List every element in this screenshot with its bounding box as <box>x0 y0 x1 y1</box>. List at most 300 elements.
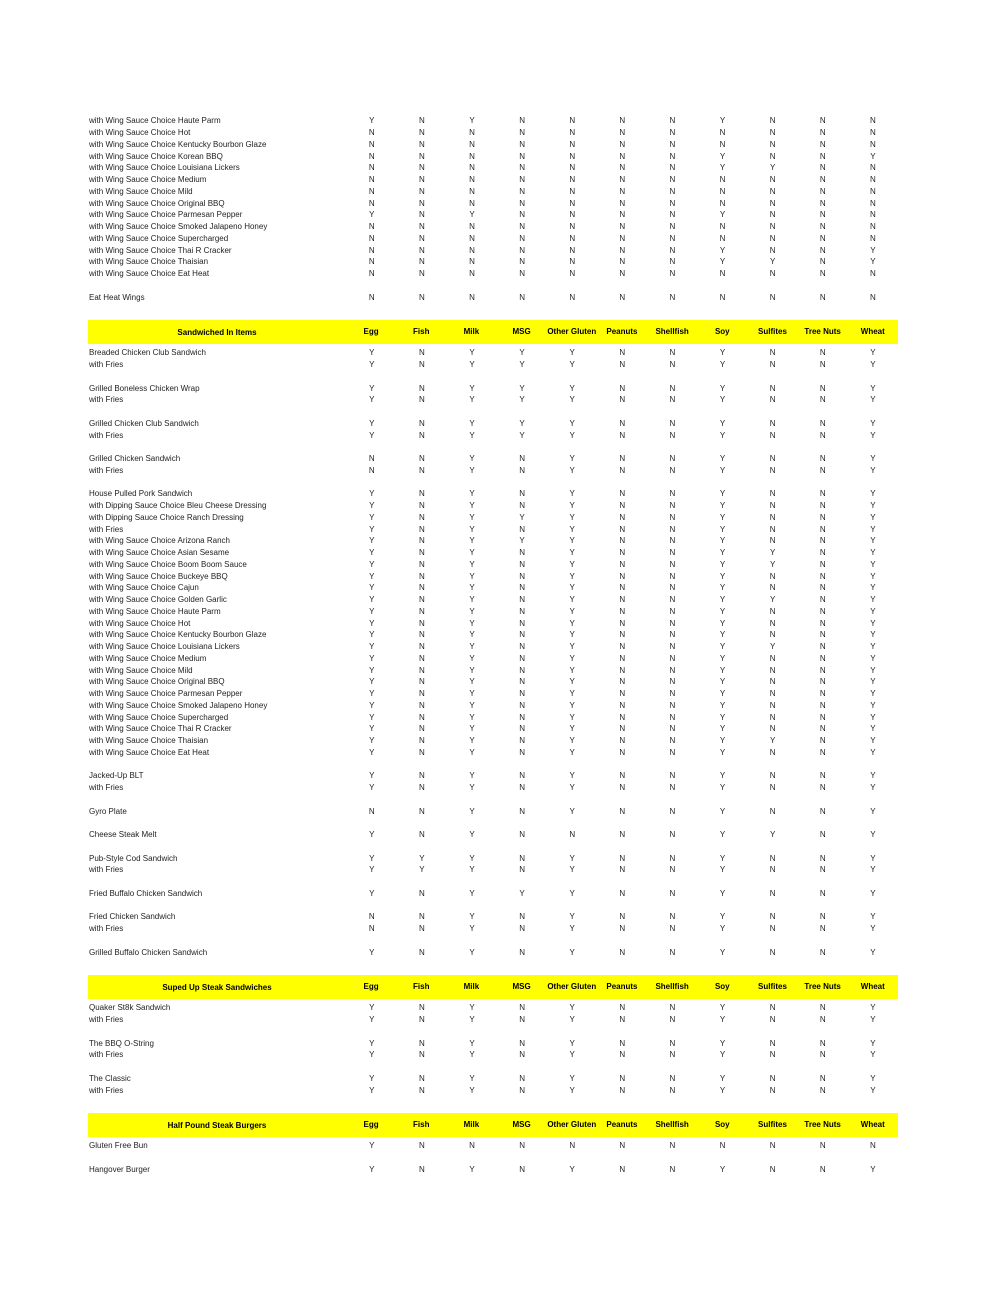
allergen-cell: N <box>669 292 676 302</box>
allergen-cell: Y <box>419 865 425 875</box>
allergen-cell: N <box>519 163 525 173</box>
allergen-cell: N <box>519 210 525 220</box>
table-row <box>88 186 898 198</box>
column-header: Wheat <box>860 327 885 337</box>
allergen-cell: Y <box>569 677 575 687</box>
allergen-cell: N <box>418 924 425 934</box>
allergen-cell: N <box>368 175 375 185</box>
allergen-cell: Y <box>719 1003 726 1013</box>
allergen-cell: Y <box>870 712 876 722</box>
allergen-cell: N <box>669 771 676 781</box>
column-header: Tree Nuts <box>804 982 841 992</box>
allergen-cell: Y <box>870 360 876 370</box>
allergen-cell: Y <box>369 383 375 393</box>
allergen-cell: N <box>669 1164 676 1174</box>
allergen-cell: N <box>819 536 826 546</box>
allergen-cell: N <box>569 245 576 255</box>
row-label: with Fries <box>89 1085 124 1095</box>
allergen-cell: N <box>819 1164 826 1174</box>
column-header: Shellfish <box>655 982 689 992</box>
allergen-cell: N <box>418 175 425 185</box>
allergen-cell: N <box>819 712 826 722</box>
allergen-cell: N <box>519 736 525 746</box>
allergen-cell: N <box>719 1141 726 1151</box>
allergen-cell: N <box>469 1141 475 1151</box>
table-row <box>88 465 898 477</box>
allergen-cell: Y <box>369 606 375 616</box>
allergen-cell: N <box>819 653 826 663</box>
table-row <box>88 268 898 280</box>
allergen-cell: Y <box>469 559 475 569</box>
allergen-cell: Y <box>569 489 575 499</box>
allergen-cell: N <box>669 912 676 922</box>
allergen-cell: Y <box>719 853 726 863</box>
allergen-cell: N <box>669 689 676 699</box>
table-row <box>88 653 898 665</box>
allergen-cell: N <box>418 151 425 161</box>
allergen-cell: N <box>619 128 626 138</box>
spacer-row <box>88 841 898 853</box>
table-row <box>88 291 898 303</box>
allergen-cell: Y <box>369 630 375 640</box>
allergen-cell: Y <box>569 736 575 746</box>
allergen-cell: N <box>819 454 826 464</box>
allergen-cell: N <box>418 548 425 558</box>
allergen-sheet <box>88 115 898 1175</box>
allergen-cell: Y <box>369 689 375 699</box>
allergen-cell: N <box>819 1015 826 1025</box>
row-label: with Wing Sauce Choice Asian Sesame <box>89 548 230 558</box>
spacer-row <box>88 371 898 383</box>
row-label: with Wing Sauce Choice Haute Parm <box>89 606 221 616</box>
allergen-cell: N <box>769 1015 776 1025</box>
allergen-cell: N <box>569 198 576 208</box>
allergen-cell: N <box>368 454 375 464</box>
allergen-cell: Y <box>569 418 575 428</box>
allergen-cell: N <box>569 1141 576 1151</box>
row-label: The Classic <box>89 1073 131 1083</box>
row-label: Jacked-Up BLT <box>89 771 144 781</box>
allergen-cell: Y <box>369 830 375 840</box>
allergen-cell: N <box>418 395 425 405</box>
allergen-cell: Y <box>870 257 876 267</box>
allergen-cell: N <box>418 783 425 793</box>
allergen-cell: N <box>869 210 876 220</box>
allergen-cell: Y <box>870 630 876 640</box>
allergen-cell: N <box>819 830 826 840</box>
allergen-cell: N <box>769 947 776 957</box>
allergen-cell: Y <box>870 454 876 464</box>
allergen-cell: Y <box>369 1164 375 1174</box>
allergen-cell: N <box>519 912 525 922</box>
allergen-cell: N <box>819 548 826 558</box>
row-label: Quaker St8k Sandwich <box>89 1003 171 1013</box>
row-label: Fried Buffalo Chicken Sandwich <box>89 888 203 898</box>
allergen-cell: N <box>819 360 826 370</box>
row-label: Pub-Style Cod Sandwich <box>89 853 178 863</box>
table-row <box>88 559 898 571</box>
allergen-cell: N <box>368 257 375 267</box>
allergen-cell: N <box>819 642 826 652</box>
allergen-cell: Y <box>719 865 726 875</box>
allergen-cell: Y <box>719 830 726 840</box>
row-label: Eat Heat Wings <box>89 292 145 302</box>
allergen-cell: Y <box>719 700 726 710</box>
allergen-cell: N <box>569 116 576 126</box>
allergen-cell: N <box>469 163 475 173</box>
allergen-cell: N <box>819 418 826 428</box>
allergen-cell: N <box>819 783 826 793</box>
allergen-cell: Y <box>870 1164 876 1174</box>
section <box>88 1113 898 1175</box>
allergen-cell: N <box>619 524 626 534</box>
allergen-cell: N <box>519 465 525 475</box>
table-row <box>88 347 898 359</box>
allergen-cell: N <box>669 548 676 558</box>
allergen-cell: Y <box>469 395 475 405</box>
row-label: with Wing Sauce Choice Louisiana Lickers <box>89 642 240 652</box>
allergen-cell: N <box>619 595 626 605</box>
allergen-cell: N <box>669 269 676 279</box>
row-label: with Dipping Sauce Choice Bleu Cheese Dressing <box>89 501 267 511</box>
allergen-cell: N <box>619 1164 626 1174</box>
allergen-cell: N <box>869 139 876 149</box>
allergen-cell: N <box>819 348 826 358</box>
allergen-cell: N <box>769 618 776 628</box>
column-header: Milk <box>463 327 480 337</box>
allergen-cell: Y <box>870 677 876 687</box>
allergen-cell: Y <box>719 571 726 581</box>
allergen-cell: N <box>519 1003 525 1013</box>
table-row <box>88 864 898 876</box>
allergen-cell: N <box>669 783 676 793</box>
allergen-cell: N <box>769 853 776 863</box>
allergen-cell: N <box>418 186 425 196</box>
allergen-cell: Y <box>719 806 726 816</box>
allergen-cell: N <box>819 198 826 208</box>
allergen-cell: Y <box>369 360 375 370</box>
allergen-cell: N <box>519 618 525 628</box>
table-row <box>88 139 898 151</box>
allergen-cell: N <box>669 606 676 616</box>
allergen-cell: N <box>569 186 576 196</box>
allergen-cell: N <box>769 1085 776 1095</box>
allergen-cell: N <box>519 747 525 757</box>
allergen-cell: N <box>418 888 425 898</box>
allergen-cell: N <box>819 1073 826 1083</box>
row-label: with Wing Sauce Choice Medium <box>89 653 207 663</box>
allergen-cell: N <box>669 186 676 196</box>
allergen-cell: N <box>619 1015 626 1025</box>
allergen-cell: Y <box>469 595 475 605</box>
allergen-cell: N <box>669 1141 676 1151</box>
allergen-cell: N <box>669 618 676 628</box>
allergen-cell: N <box>418 465 425 475</box>
allergen-cell: Y <box>469 606 475 616</box>
allergen-cell: N <box>869 222 876 232</box>
allergen-cell: N <box>669 665 676 675</box>
allergen-cell: N <box>719 292 726 302</box>
allergen-cell: Y <box>719 689 726 699</box>
allergen-cell: N <box>869 1141 876 1151</box>
allergen-cell: Y <box>569 724 575 734</box>
allergen-cell: Y <box>469 689 475 699</box>
allergen-cell: Y <box>369 947 375 957</box>
table-row <box>88 244 898 256</box>
allergen-cell: Y <box>369 418 375 428</box>
allergen-cell: N <box>719 175 726 185</box>
row-label: Gluten Free Bun <box>89 1141 148 1151</box>
column-header: Soy <box>714 1120 730 1130</box>
allergen-cell: Y <box>569 360 575 370</box>
allergen-cell: Y <box>369 548 375 558</box>
allergen-cell: N <box>769 912 776 922</box>
allergen-cell: Y <box>870 1003 876 1013</box>
allergen-cell: N <box>418 536 425 546</box>
allergen-cell: N <box>619 630 626 640</box>
allergen-cell: N <box>619 606 626 616</box>
table-row <box>88 700 898 712</box>
allergen-cell: Y <box>719 536 726 546</box>
allergen-cell: Y <box>469 548 475 558</box>
allergen-cell: N <box>769 865 776 875</box>
allergen-cell: Y <box>419 853 425 863</box>
allergen-cell: Y <box>769 257 776 267</box>
allergen-cell: Y <box>870 747 876 757</box>
allergen-cell: Y <box>870 806 876 816</box>
row-label: with Fries <box>89 465 124 475</box>
allergen-cell: Y <box>469 1050 475 1060</box>
allergen-cell: Y <box>569 888 575 898</box>
allergen-cell: Y <box>369 430 375 440</box>
allergen-cell: Y <box>870 618 876 628</box>
allergen-cell: N <box>569 210 576 220</box>
spacer-row <box>88 406 898 418</box>
allergen-cell: N <box>669 712 676 722</box>
allergen-cell: N <box>819 465 826 475</box>
allergen-cell: N <box>669 1073 676 1083</box>
allergen-cell: N <box>418 257 425 267</box>
allergen-cell: N <box>669 747 676 757</box>
allergen-cell: Y <box>719 630 726 640</box>
column-header: Soy <box>714 982 730 992</box>
spacer-row <box>88 441 898 453</box>
allergen-cell: N <box>819 257 826 267</box>
allergen-cell: N <box>519 712 525 722</box>
allergen-cell: Y <box>719 595 726 605</box>
allergen-cell: N <box>619 1050 626 1060</box>
allergen-cell: Y <box>769 595 776 605</box>
allergen-cell: Y <box>769 548 776 558</box>
allergen-cell: N <box>619 186 626 196</box>
row-label: with Wing Sauce Choice Eat Heat <box>89 269 210 279</box>
allergen-cell: Y <box>469 618 475 628</box>
allergen-cell: N <box>368 292 375 302</box>
allergen-cell: Y <box>870 571 876 581</box>
allergen-cell: Y <box>769 736 776 746</box>
table-row <box>88 1084 898 1096</box>
row-label: with Wing Sauce Choice Medium <box>89 175 207 185</box>
allergen-cell: N <box>519 583 525 593</box>
allergen-cell: N <box>569 233 576 243</box>
allergen-cell: Y <box>569 712 575 722</box>
allergen-cell: Y <box>870 924 876 934</box>
allergen-cell: Y <box>469 430 475 440</box>
allergen-cell: N <box>669 1038 676 1048</box>
allergen-cell: N <box>418 383 425 393</box>
allergen-cell: N <box>769 501 776 511</box>
allergen-cell: Y <box>719 360 726 370</box>
row-label: with Wing Sauce Choice Golden Garlic <box>89 595 227 605</box>
allergen-cell: Y <box>719 418 726 428</box>
allergen-cell: N <box>819 1038 826 1048</box>
spacer-row <box>88 1152 898 1164</box>
allergen-cell: N <box>368 806 375 816</box>
allergen-cell: N <box>418 292 425 302</box>
column-header: Other Gluten <box>547 327 597 337</box>
allergen-cell: Y <box>870 689 876 699</box>
allergen-cell: N <box>769 233 776 243</box>
allergen-cell: Y <box>870 853 876 863</box>
allergen-cell: Y <box>569 653 575 663</box>
table-row <box>88 500 898 512</box>
allergen-cell: N <box>819 806 826 816</box>
allergen-cell: N <box>619 151 626 161</box>
allergen-cell: N <box>519 630 525 640</box>
allergen-cell: N <box>418 830 425 840</box>
section-header <box>88 320 898 344</box>
allergen-cell: N <box>769 689 776 699</box>
allergen-cell: N <box>368 912 375 922</box>
allergen-cell: Y <box>369 747 375 757</box>
row-label: with Fries <box>89 924 124 934</box>
allergen-cell: N <box>418 360 425 370</box>
allergen-cell: N <box>519 233 525 243</box>
allergen-cell: N <box>769 724 776 734</box>
allergen-cell: N <box>819 677 826 687</box>
allergen-cell: Y <box>719 210 726 220</box>
allergen-cell: N <box>619 571 626 581</box>
allergen-cell: N <box>619 395 626 405</box>
allergen-cell: N <box>619 245 626 255</box>
allergen-cell: N <box>819 269 826 279</box>
column-header: Milk <box>463 982 480 992</box>
allergen-cell: N <box>519 151 525 161</box>
allergen-cell: Y <box>369 571 375 581</box>
allergen-cell: Y <box>569 559 575 569</box>
table-row <box>88 888 898 900</box>
allergen-cell: Y <box>870 947 876 957</box>
allergen-cell: N <box>669 865 676 875</box>
allergen-cell: Y <box>569 924 575 934</box>
allergen-cell: N <box>519 559 525 569</box>
allergen-cell: N <box>368 222 375 232</box>
allergen-cell: N <box>418 454 425 464</box>
spacer-row <box>88 1061 898 1073</box>
allergen-cell: Y <box>469 724 475 734</box>
allergen-cell: N <box>769 571 776 581</box>
allergen-cell: Y <box>870 524 876 534</box>
allergen-cell: Y <box>469 630 475 640</box>
allergen-cell: N <box>819 912 826 922</box>
allergen-cell: N <box>418 618 425 628</box>
allergen-cell: N <box>819 210 826 220</box>
allergen-cell: N <box>519 1164 525 1174</box>
allergen-cell: N <box>719 222 726 232</box>
allergen-cell: N <box>769 489 776 499</box>
allergen-cell: Y <box>369 595 375 605</box>
allergen-cell: N <box>619 548 626 558</box>
allergen-cell: N <box>669 1085 676 1095</box>
allergen-cell: N <box>819 139 826 149</box>
allergen-cell: N <box>819 583 826 593</box>
allergen-cell: N <box>368 163 375 173</box>
allergen-cell: N <box>869 128 876 138</box>
allergen-cell: N <box>519 1141 525 1151</box>
allergen-cell: N <box>769 1003 776 1013</box>
spacer-row <box>88 876 898 888</box>
table-row <box>88 1073 898 1085</box>
allergen-cell: N <box>418 222 425 232</box>
allergen-cell: Y <box>870 536 876 546</box>
allergen-cell: N <box>418 559 425 569</box>
allergen-cell: Y <box>719 524 726 534</box>
allergen-cell: Y <box>469 1164 475 1174</box>
allergen-cell: N <box>569 222 576 232</box>
allergen-cell: N <box>819 700 826 710</box>
allergen-cell: Y <box>719 912 726 922</box>
allergen-cell: N <box>469 128 475 138</box>
column-header: Soy <box>714 327 730 337</box>
allergen-cell: Y <box>569 454 575 464</box>
allergen-cell: N <box>669 395 676 405</box>
allergen-cell: N <box>619 348 626 358</box>
row-label: with Fries <box>89 1015 124 1025</box>
allergen-cell: N <box>519 175 525 185</box>
table-row <box>88 535 898 547</box>
allergen-cell: N <box>669 571 676 581</box>
allergen-cell: Y <box>369 677 375 687</box>
allergen-cell: Y <box>569 853 575 863</box>
allergen-cell: N <box>418 606 425 616</box>
allergen-cell: N <box>469 257 475 267</box>
row-label: with Wing Sauce Choice Original BBQ <box>89 677 225 687</box>
allergen-cell: N <box>519 454 525 464</box>
table-row <box>88 582 898 594</box>
allergen-cell: Y <box>569 383 575 393</box>
allergen-cell: Y <box>469 571 475 581</box>
allergen-cell: Y <box>369 583 375 593</box>
row-label: Cheese Steak Melt <box>89 830 157 840</box>
allergen-cell: N <box>819 1003 826 1013</box>
allergen-cell: N <box>669 630 676 640</box>
allergen-cell: N <box>519 548 525 558</box>
allergen-cell: Y <box>870 418 876 428</box>
allergen-cell: Y <box>870 665 876 675</box>
column-header: Other Gluten <box>547 982 597 992</box>
allergen-cell: Y <box>369 1073 375 1083</box>
allergen-cell: N <box>519 724 525 734</box>
allergen-cell: N <box>619 783 626 793</box>
allergen-cell: N <box>819 245 826 255</box>
allergen-cell: N <box>669 924 676 934</box>
allergen-cell: N <box>819 222 826 232</box>
allergen-cell: N <box>619 501 626 511</box>
allergen-cell: N <box>569 830 576 840</box>
allergen-cell: Y <box>719 924 726 934</box>
allergen-cell: N <box>519 571 525 581</box>
allergen-cell: N <box>819 151 826 161</box>
